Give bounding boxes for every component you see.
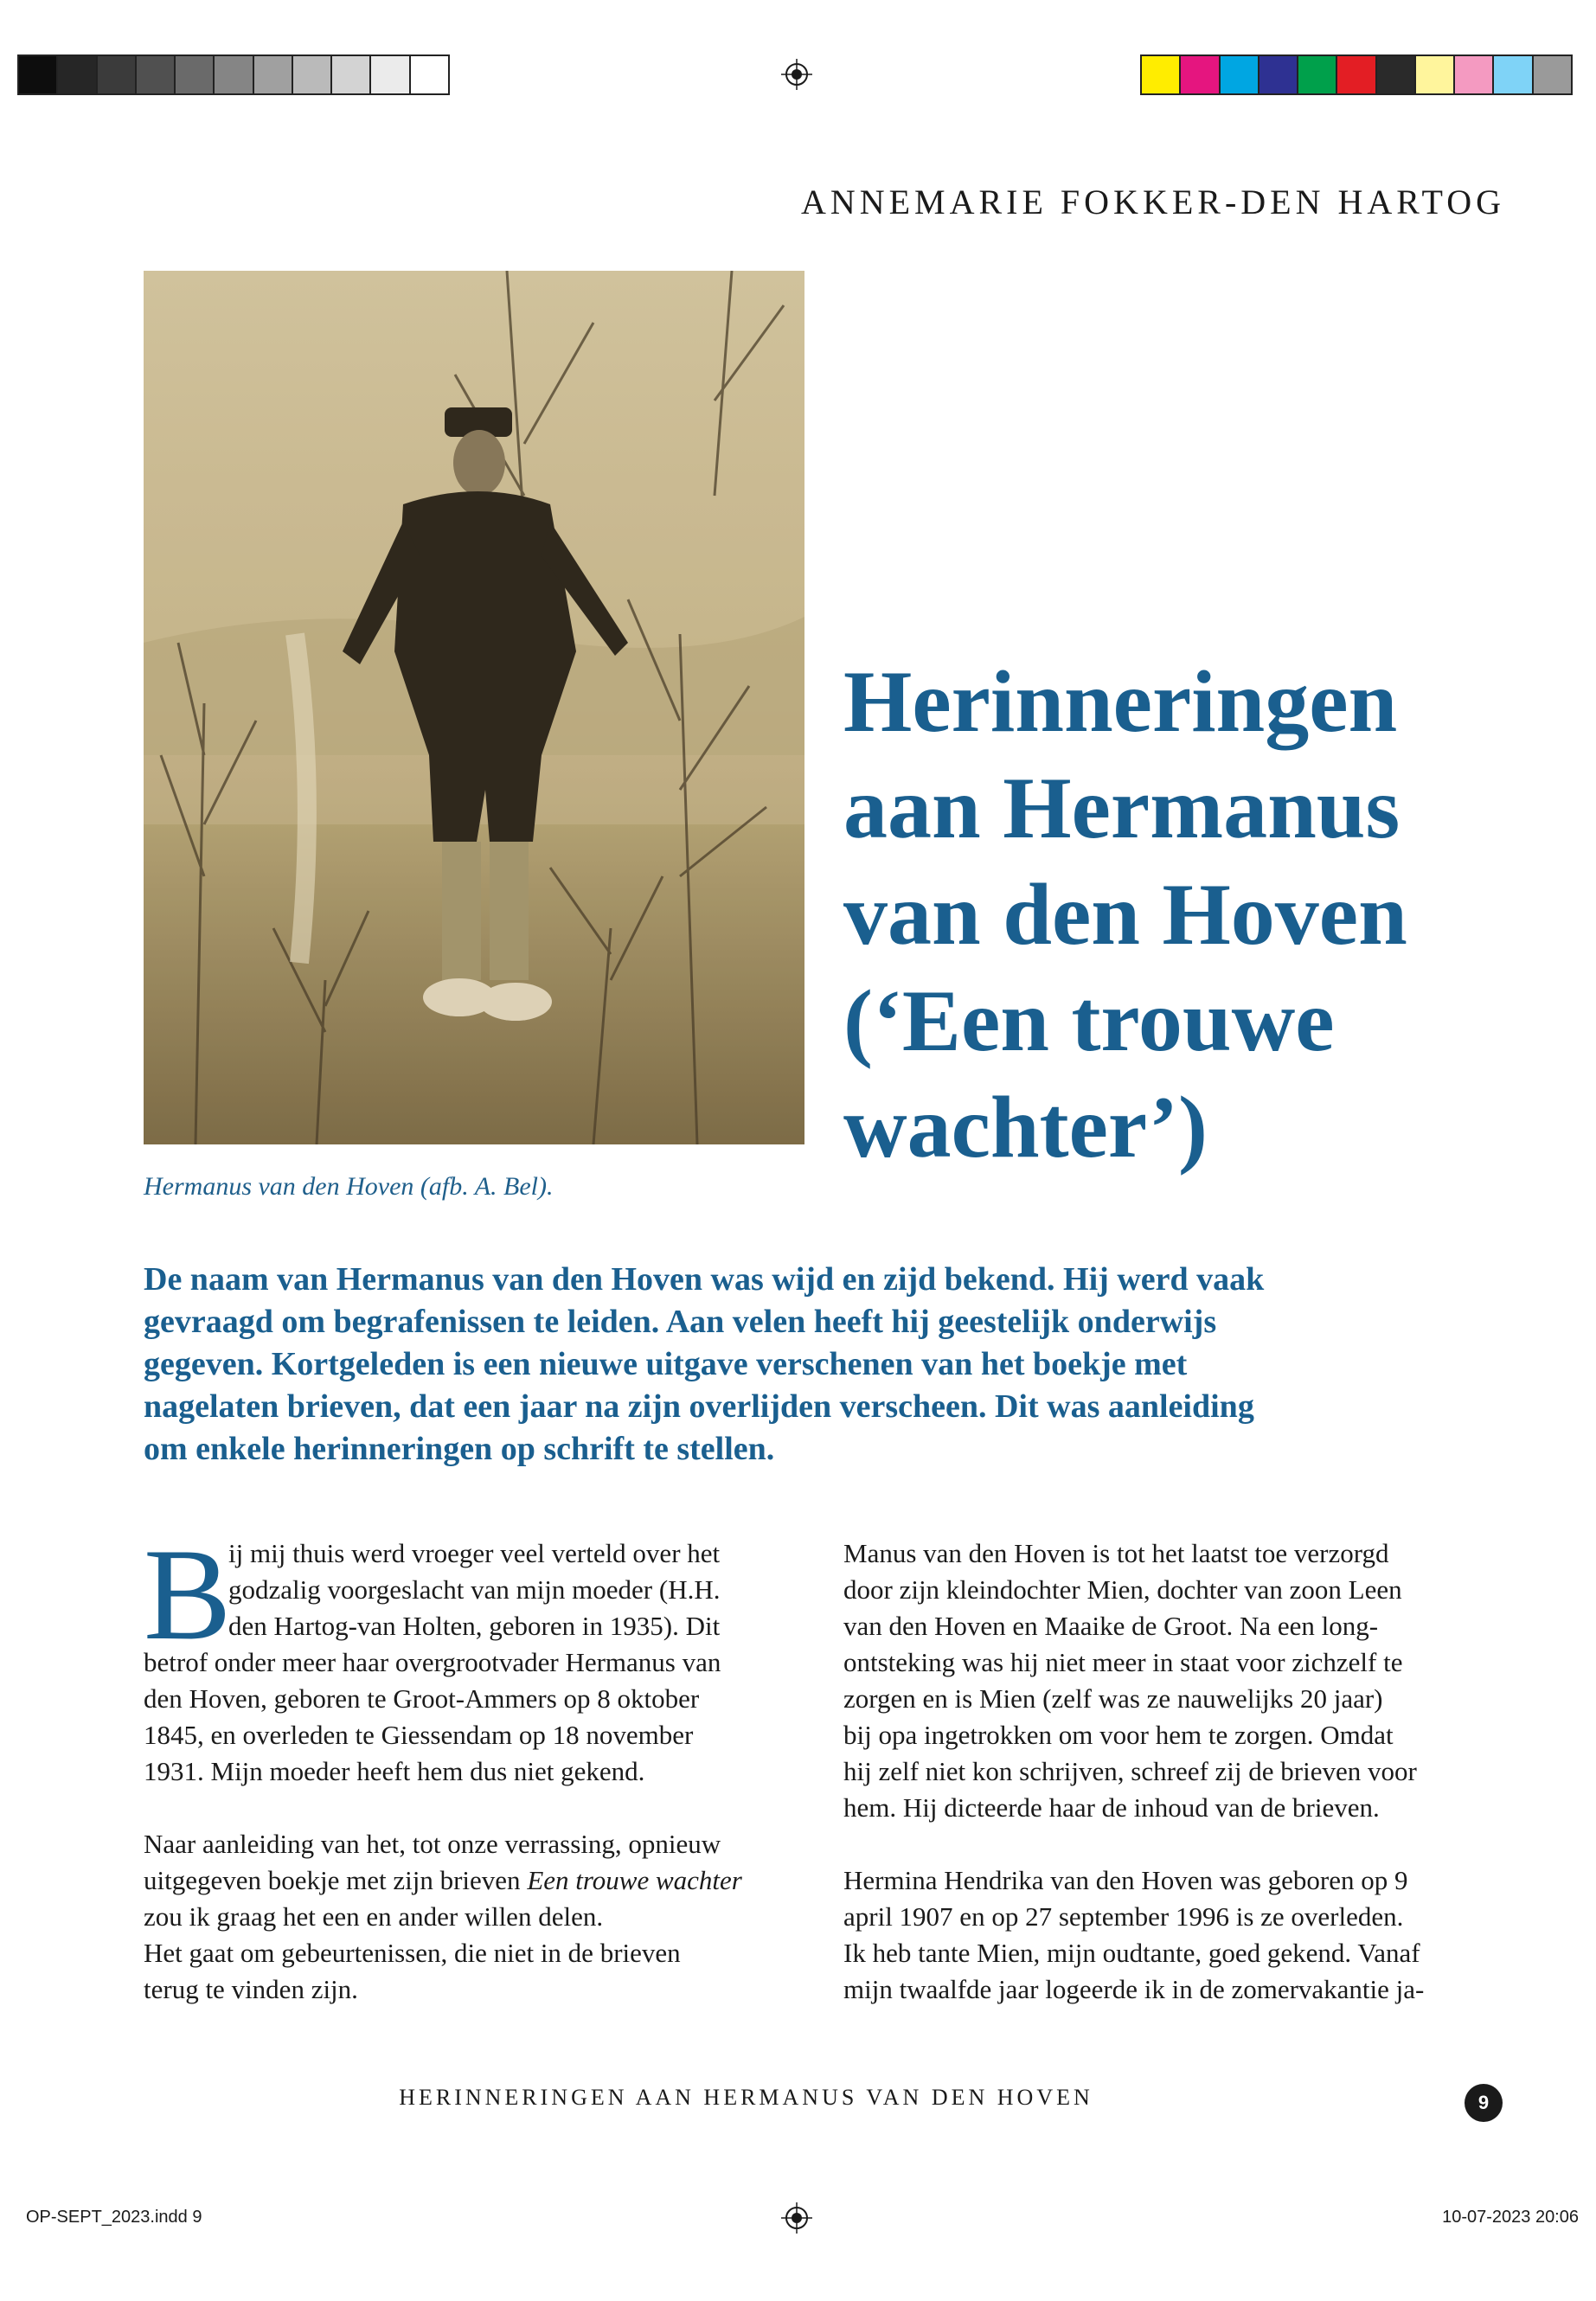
body-line: Ik heb tante Mien, mijn oudtante, goed gekend. Vanaf (843, 1938, 1420, 1968)
color-swatch (1181, 56, 1220, 93)
body-line: betrof onder meer haar overgrootvader Hermanus van (144, 1647, 721, 1677)
gray-swatch (371, 56, 410, 93)
color-swatch (1259, 56, 1298, 93)
body-line: hem. Hij dicteerde haar de inhoud van de brieven. (843, 1792, 1380, 1823)
gray-swatch (58, 56, 97, 93)
author-name: ANNEMARIE FOKKER-DEN HARTOG (800, 183, 1505, 221)
body-line: van den Hoven en Maaike de Groot. Na een long- (843, 1611, 1379, 1641)
grayscale-calibration-bar (17, 54, 450, 95)
body-line: mijn twaalfde jaar logeerde ik in de zomervakantie ja- (843, 1974, 1425, 2004)
body-line: zou ik graag het een en ander willen delen. (144, 1901, 604, 1932)
book-title: Een trouwe wachter (527, 1865, 742, 1895)
gray-swatch (215, 56, 253, 93)
color-swatch (1494, 56, 1533, 93)
color-swatch (1337, 56, 1376, 93)
body-line: bij opa ingetrokken om voor hem te zorgen. Omdat (843, 1720, 1394, 1750)
body-column-left (144, 1522, 818, 2008)
body-line: zorgen en is Mien (zelf was ze nauwelijks 20 jaar) (843, 1683, 1383, 1714)
title-line: aan Hermanus (843, 760, 1401, 857)
body-line: hij zelf niet kon schrijven, schreef zij de brieven voor (843, 1756, 1417, 1786)
title-line: (‘Een trouwe (843, 972, 1335, 1070)
photo-caption: Hermanus van den Hoven (afb. A. Bel). (144, 1172, 554, 1201)
gray-swatch (176, 56, 215, 93)
body-line: Het gaat om gebeurtenissen, die niet in de brieven (144, 1938, 681, 1968)
body-line: ontsteking was hij niet meer in staat voor zichzelf te (843, 1647, 1403, 1677)
gray-swatch (98, 56, 137, 93)
body-line: Manus van den Hoven is tot het laatst toe verzorgd (843, 1538, 1389, 1568)
color-swatch (1298, 56, 1337, 93)
body-line: terug te vinden zijn. (144, 1974, 358, 2004)
body-line: Naar aanleiding van het, tot onze verrassing, opnieuw (144, 1829, 721, 1859)
body-column-right (843, 1535, 1518, 2008)
historic-portrait-photo (144, 271, 804, 1144)
color-swatch (1142, 56, 1181, 93)
gray-swatch (19, 56, 58, 93)
body-line: 1845, en overleden te Giessendam op 18 november (144, 1720, 694, 1750)
body-line: godzalig voorgeslacht van mijn moeder (H.H. (228, 1574, 721, 1605)
lead-line: gevraagd om begrafenissen te leiden. Aan velen heeft hij geestelijk onderwijs (144, 1304, 1217, 1340)
page-number: 9 (1465, 2084, 1503, 2122)
color-swatch (1221, 56, 1259, 93)
running-title: HERINNERINGEN AAN HERMANUS VAN DEN HOVEN (399, 2085, 1093, 2110)
drop-cap: B (144, 1522, 232, 1667)
lead-line: De naam van Hermanus van den Hoven was wijd en zijd bekend. Hij werd vaak (144, 1261, 1265, 1298)
lead-line: nagelaten brieven, dat een jaar na zijn overlijden verscheen. Dit was aanleiding (144, 1388, 1254, 1425)
color-swatch (1416, 56, 1455, 93)
body-line: den Hartog-van Holten, geboren in 1935). Dit (228, 1611, 721, 1641)
gray-swatch (332, 56, 371, 93)
title-line: van den Hoven (843, 866, 1407, 964)
registration-mark-bottom (781, 2202, 812, 2234)
lead-line: om enkele herinneringen op schrift te stellen. (144, 1431, 775, 1467)
running-footer (0, 2085, 1596, 2111)
gray-swatch (137, 56, 176, 93)
registration-mark-top (781, 59, 812, 90)
body-line: door zijn kleindochter Mien, dochter van zoon Leen (843, 1574, 1402, 1605)
slug-filename: OP-SEPT_2023.indd 9 (26, 2208, 202, 2227)
color-calibration-bar (1140, 54, 1573, 95)
title-line: wachter’) (843, 1079, 1208, 1176)
body-line: 1931. Mijn moeder heeft hem dus niet gekend. (144, 1756, 645, 1786)
gray-swatch (293, 56, 332, 93)
slug-timestamp: 10-07-2023 20:06 (1442, 2208, 1579, 2227)
photo-illustration (144, 271, 804, 1144)
color-swatch (1377, 56, 1416, 93)
color-swatch (1534, 56, 1571, 93)
body-line: april 1907 en op 27 september 1996 is ze overleden. (843, 1901, 1404, 1932)
body-line: den Hoven, geboren te Groot-Ammers op 8 oktober (144, 1683, 700, 1714)
body-line: Hermina Hendrika van den Hoven was geboren op 9 (843, 1865, 1408, 1895)
body-line: ij mij thuis werd vroeger veel verteld over het (228, 1538, 721, 1568)
lead-line: gegeven. Kortgeleden is een nieuwe uitgave verschenen van het boekje met (144, 1346, 1188, 1382)
gray-swatch (411, 56, 448, 93)
opening-paragraph (144, 1522, 818, 1790)
article-title (843, 649, 1535, 1181)
color-swatch (1455, 56, 1494, 93)
body-line (144, 1862, 818, 1899)
gray-swatch (254, 56, 293, 93)
title-line: Herinneringen (843, 653, 1398, 751)
lead-paragraph (144, 1259, 1510, 1471)
body-text: uitgegeven boekje met zijn brieven (144, 1865, 528, 1895)
